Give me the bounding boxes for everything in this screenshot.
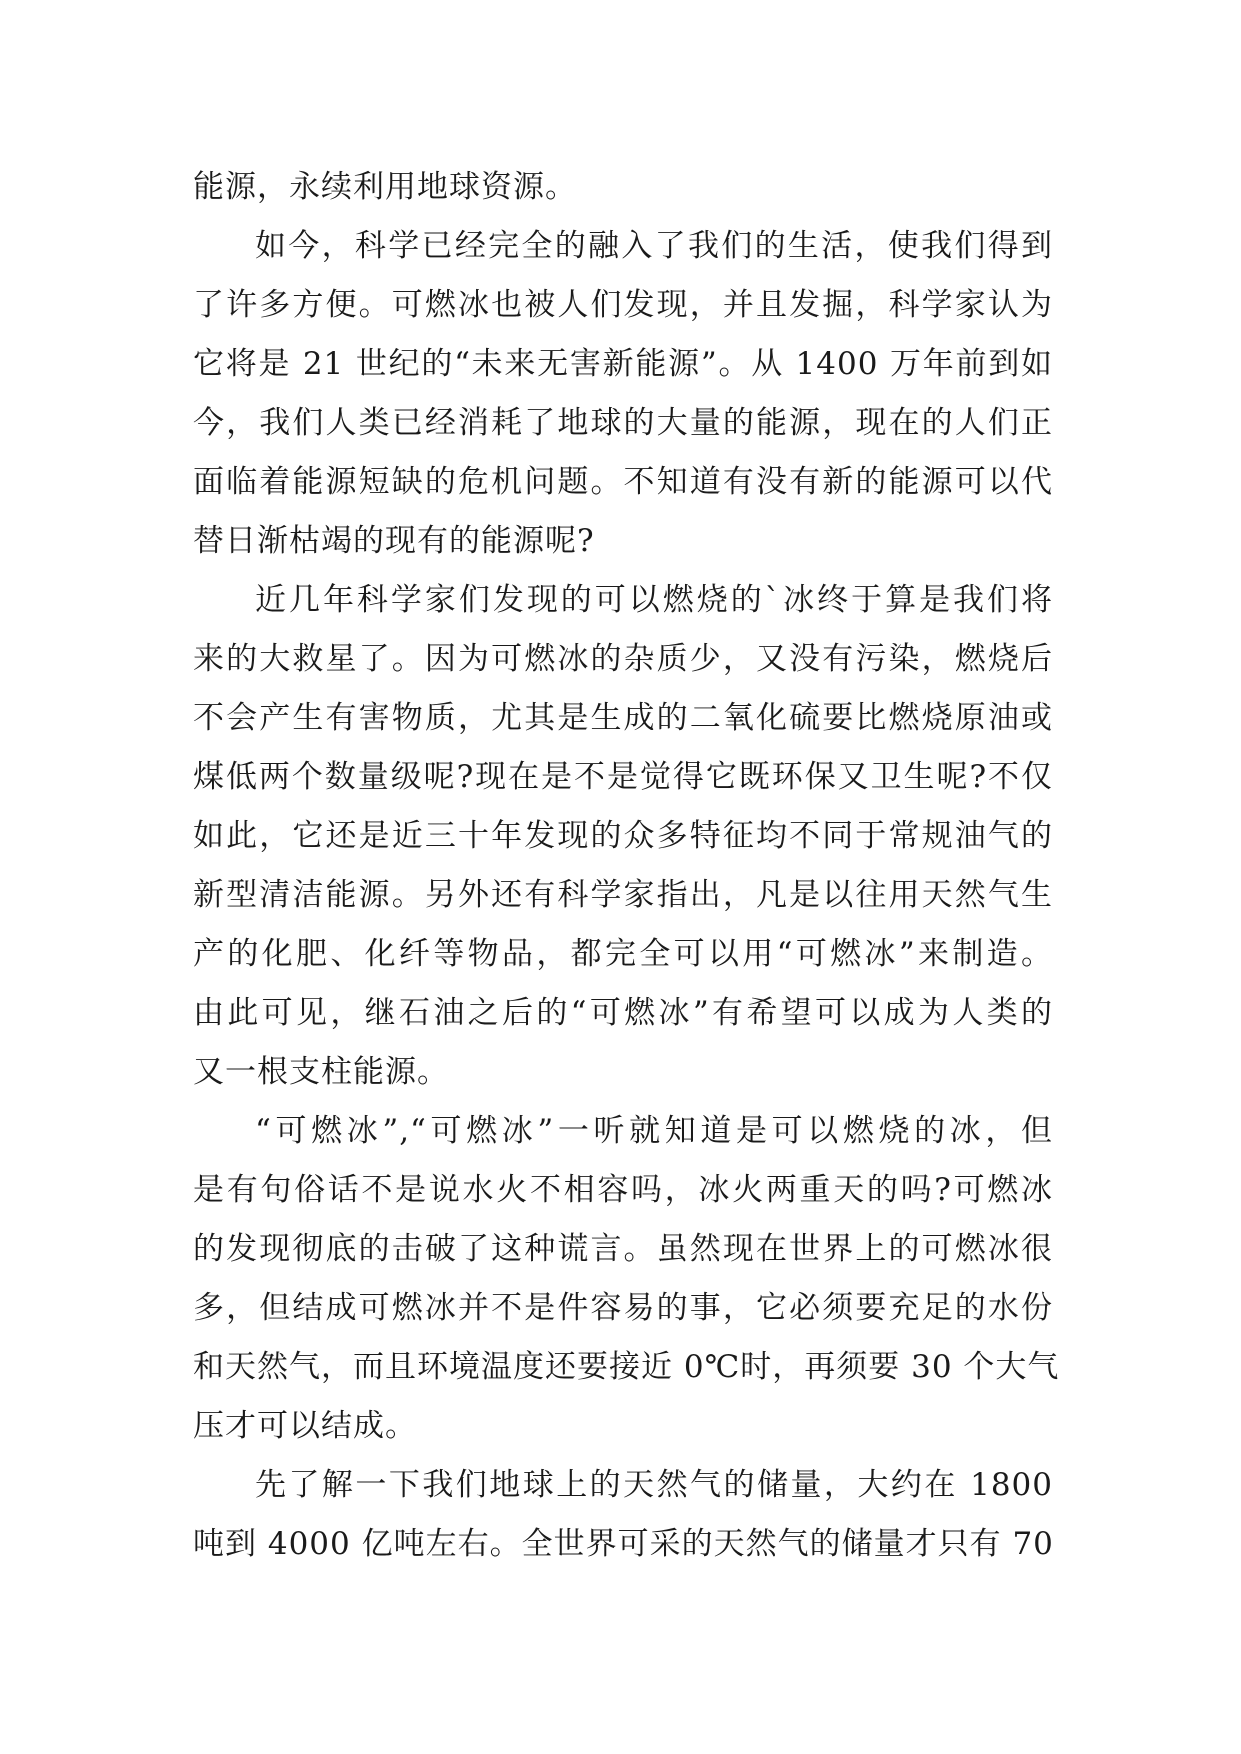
text-line: 吨到 4000 亿吨左右。全世界可采的天然气的储量才只有 70 [193,1526,1054,1562]
text-line: 由此可见，继石油之后的“可燃冰”有希望可以成为人类的 [193,995,1053,1031]
text-line: 它将是 21 世纪的“未来无害新能源”。从 1400 万年前到如 [193,346,1053,382]
text-line: 产的化肥、化纤等物品，都完全可以用“可燃冰”来制造。 [193,936,1053,972]
text-line: 又一根支柱能源。 [193,1054,449,1090]
paragraph-first-line: 近几年科学家们发现的可以燃烧的`冰终于算是我们将 [255,582,1053,618]
text-line: 压才可以结成。 [193,1408,417,1444]
text-line: 是有句俗话不是说水火不相容吗，冰火两重天的吗?可燃冰 [193,1172,1053,1208]
text-line: 来的大救星了。因为可燃冰的杂质少，又没有污染，燃烧后 [193,641,1053,677]
paragraph-first-line: 如今，科学已经完全的融入了我们的生活，使我们得到 [255,228,1053,264]
text-line: 如此，它还是近三十年发现的众多特征均不同于常规油气的 [193,818,1053,854]
text-line: 的发现彻底的击破了这种谎言。虽然现在世界上的可燃冰很 [193,1231,1053,1267]
text-line: 面临着能源短缺的危机问题。不知道有没有新的能源可以代 [193,464,1053,500]
text-line: 新型清洁能源。另外还有科学家指出，凡是以往用天然气生 [193,877,1053,913]
text-line: 不会产生有害物质，尤其是生成的二氧化硫要比燃烧原油或 [193,700,1053,736]
text-line: 煤低两个数量级呢?现在是不是觉得它既环保又卫生呢?不仅 [193,759,1053,795]
paragraph-first-line: “可燃冰”,“可燃冰”一听就知道是可以燃烧的冰，但 [255,1113,1053,1149]
text-line: 能源，永续利用地球资源。 [193,169,577,205]
text-line: 替日渐枯竭的现有的能源呢? [193,523,595,559]
paragraph-first-line: 先了解一下我们地球上的天然气的储量，大约在 1800 [255,1467,1053,1503]
text-line: 了许多方便。可燃冰也被人们发现，并且发掘，科学家认为 [193,287,1053,323]
text-line: 今，我们人类已经消耗了地球的大量的能源，现在的人们正 [193,405,1053,441]
text-line: 多，但结成可燃冰并不是件容易的事，它必须要充足的水份 [193,1290,1053,1326]
text-line: 和天然气，而且环境温度还要接近 0℃时，再须要 30 个大气 [193,1349,1060,1385]
